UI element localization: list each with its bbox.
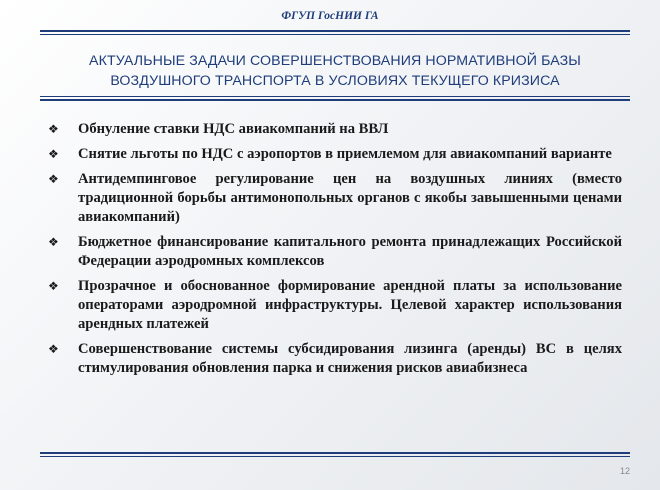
list-item [48,120,622,139]
list-item-text: Обнуление ставки НДС авиакомпаний на ВВЛ [78,121,389,137]
diamond-bullet-icon: ❖ [48,122,59,136]
list-item [48,145,622,164]
list-item-text: Прозрачное и обоснованное формирование арендной платы за использование операторами аэродромной инфраструктуры. Целевой характер использования арендных платежей [78,278,622,332]
diamond-bullet-icon: ❖ [48,147,59,161]
slide-title-line-1: АКТУАЛЬНЫЕ ЗАДАЧИ СОВЕРШЕНСТВОВАНИЯ НОРМАТИВНОЙ БАЗЫ [89,53,581,69]
list-item-text: Снятие льготы по НДС с аэропортов в приемлемом для авиакомпаний варианте [78,146,612,162]
bottom-divider-thick [40,452,630,454]
diamond-bullet-icon: ❖ [48,279,59,293]
task-list [48,120,622,384]
page-number: 12 [619,466,630,476]
list-item [48,233,622,271]
bottom-divider-thin [40,456,630,457]
top-divider-thick [40,30,630,32]
title-divider-thick [40,99,630,101]
diamond-bullet-icon: ❖ [48,235,59,249]
organization-header: ФГУП ГосНИИ ГА [281,10,379,22]
list-item [48,170,622,227]
top-divider-thin [40,34,630,35]
list-item [48,277,622,334]
slide-title [30,51,640,91]
list-item-text: Антидемпинговое регулирование цен на воздушных линиях (вместо традиционной борьбы антимонопольных органов с якобы завышенными ценами авиакомпаний) [78,171,622,225]
diamond-bullet-icon: ❖ [48,172,59,186]
list-item [48,340,622,378]
slide-title-line-2: ВОЗДУШНОГО ТРАНСПОРТА В УСЛОВИЯХ ТЕКУЩЕГО КРИЗИСА [110,73,560,89]
diamond-bullet-icon: ❖ [48,342,59,356]
list-item-text: Совершенствование системы субсидирования лизинга (аренды) ВС в целях стимулирования обновления парка и снижения рисков авиабизнеса [78,341,622,376]
title-divider-thin [40,96,630,97]
list-item-text: Бюджетное финансирование капитального ремонта принадлежащих Российской Федерации аэродромных комплексов [78,234,622,269]
